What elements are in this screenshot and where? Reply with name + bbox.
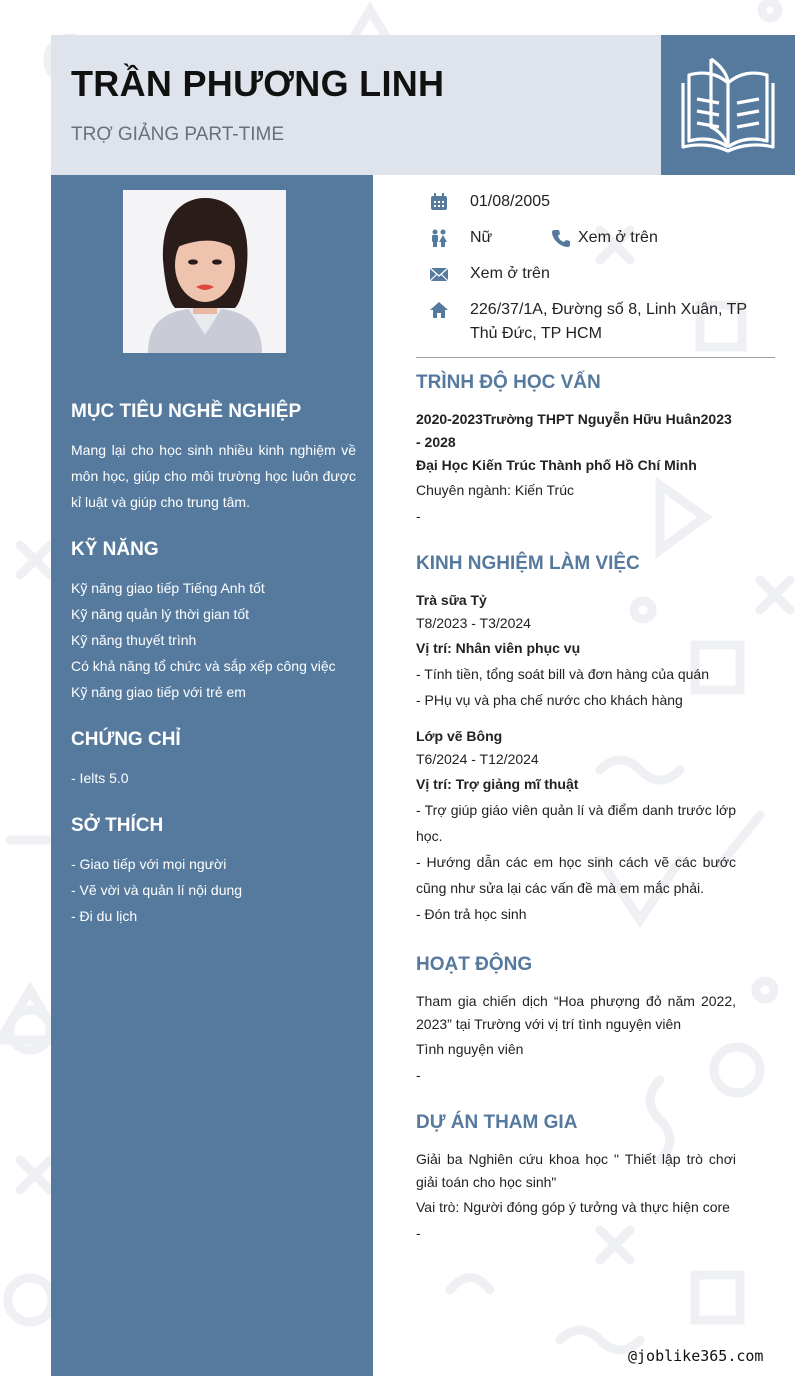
birthdate-value: 01/08/2005	[470, 193, 551, 210]
certificates-title: CHỨNG CHỈ	[71, 729, 181, 750]
hobby-item: - Đi du lịch	[71, 908, 138, 924]
projects-note: -	[416, 1225, 421, 1241]
skill-item: Kỹ năng thuyết trình	[71, 632, 197, 648]
objective-title: MỤC TIÊU NGHỀ NGHIỆP	[71, 401, 302, 422]
site-watermark: @joblike365.com	[628, 1347, 764, 1365]
objective-text: Mang lại cho học sinh nhiều kinh nghiệm về môn học, giúp cho môi trường học luôn được kỉ luật và giúp cho trung tâm.	[71, 442, 356, 510]
job-task: - Trợ giúp giáo viên quản lí và điểm danh trước lớp học.	[416, 802, 736, 844]
experience-title: KINH NGHIỆM LÀM VIỆC	[416, 553, 640, 574]
contact-gender	[430, 226, 550, 250]
job-task: - Hướng dẫn các em học sinh cách vẽ các bước cũng như sửa lại các vấn đề mà em mắc phải.	[416, 854, 736, 896]
projects-role: Vai trò: Người đóng góp ý tưởng và thực hiện core	[416, 1199, 730, 1215]
candidate-name: TRẦN PHƯƠNG LINH	[71, 63, 445, 104]
skill-item: Kỹ năng giao tiếp với trẻ em	[71, 684, 246, 700]
education-section	[416, 372, 736, 529]
contact-phone	[552, 226, 752, 250]
experience-section	[416, 553, 736, 927]
education-line: 2020-2023Trường THPT Nguyễn Hữu Huân2023 - 2028	[416, 411, 732, 450]
skills-title: KỸ NĂNG	[71, 539, 159, 560]
address-value: 226/37/1A, Đường số 8, Linh Xuân, TP Thủ Đức, TP HCM	[470, 301, 747, 342]
sidebar	[51, 175, 373, 1376]
email-value: Xem ở trên	[470, 265, 550, 282]
calendar-icon	[430, 193, 448, 211]
activities-role: Tình nguyện viên	[416, 1041, 524, 1057]
skill-item: Kỹ năng quản lý thời gian tốt	[71, 606, 250, 622]
skill-item: Có khả năng tổ chức và sắp xếp công việc	[71, 658, 336, 674]
contact-divider	[416, 357, 775, 358]
job-entry	[416, 589, 736, 713]
contact-address	[430, 298, 775, 346]
activities-section	[416, 954, 736, 1088]
job-company: Trà sữa Tỷ	[416, 592, 487, 608]
activities-note: -	[416, 1067, 421, 1083]
job-position: Vị trí: Trợ giảng mĩ thuật	[416, 776, 579, 792]
hobby-item: - Vẽ vời và quản lí nội dung	[71, 882, 243, 898]
skill-item: Kỹ năng giao tiếp Tiếng Anh tốt	[71, 580, 265, 596]
certificate-item: - Ielts 5.0	[71, 770, 129, 786]
job-title: TRỢ GIẢNG PART-TIME	[71, 124, 284, 145]
hobbies-title: SỞ THÍCH	[71, 815, 164, 836]
education-school: Đại Học Kiến Trúc Thành phố Hồ Chí Minh	[416, 457, 697, 473]
profile-photo-image	[123, 190, 286, 353]
education-title: TRÌNH ĐỘ HỌC VẤN	[416, 372, 601, 393]
contact-birthdate	[430, 190, 770, 214]
job-company: Lớp vẽ Bông	[416, 728, 503, 744]
projects-title: DỰ ÁN THAM GIA	[416, 1112, 578, 1133]
contact-email	[430, 262, 770, 286]
profile-photo	[123, 190, 286, 353]
objective-section	[71, 401, 356, 515]
projects-description: Giải ba Nghiên cứu khoa học " Thiết lập trò chơi giải toán cho học sinh"	[416, 1151, 736, 1190]
education-note: -	[416, 508, 421, 524]
job-period: T8/2023 - T3/2024	[416, 615, 531, 631]
projects-section	[416, 1112, 736, 1246]
job-task: - PHụ vụ và pha chế nước cho khách hàng	[416, 692, 683, 708]
home-icon	[430, 301, 448, 319]
phone-value: Xem ở trên	[578, 229, 658, 246]
job-entry	[416, 725, 736, 927]
header-banner	[51, 35, 661, 175]
certificates-section	[71, 729, 356, 791]
header-icon-box	[661, 35, 795, 175]
skills-section	[71, 539, 356, 705]
job-period: T6/2024 - T12/2024	[416, 751, 539, 767]
activities-title: HOẠT ĐỘNG	[416, 954, 533, 975]
hobbies-section	[71, 815, 356, 929]
gender-icon	[430, 229, 448, 247]
job-position: Vị trí: Nhân viên phục vụ	[416, 640, 581, 656]
open-book-icon	[681, 57, 775, 153]
phone-icon	[552, 229, 570, 247]
job-task: - Đón trả học sinh	[416, 906, 527, 922]
activities-description: Tham gia chiến dịch “Hoa phượng đỏ năm 2022, 2023” tại Trường với vị trí tình nguyện viên	[416, 993, 736, 1032]
education-major: Chuyên ngành: Kiến Trúc	[416, 482, 574, 498]
hobby-item: - Giao tiếp với mọi người	[71, 856, 227, 872]
email-icon	[430, 265, 448, 283]
gender-value: Nữ	[470, 229, 493, 246]
job-task: - Tính tiền, tổng soát bill và đơn hàng của quán	[416, 666, 710, 682]
